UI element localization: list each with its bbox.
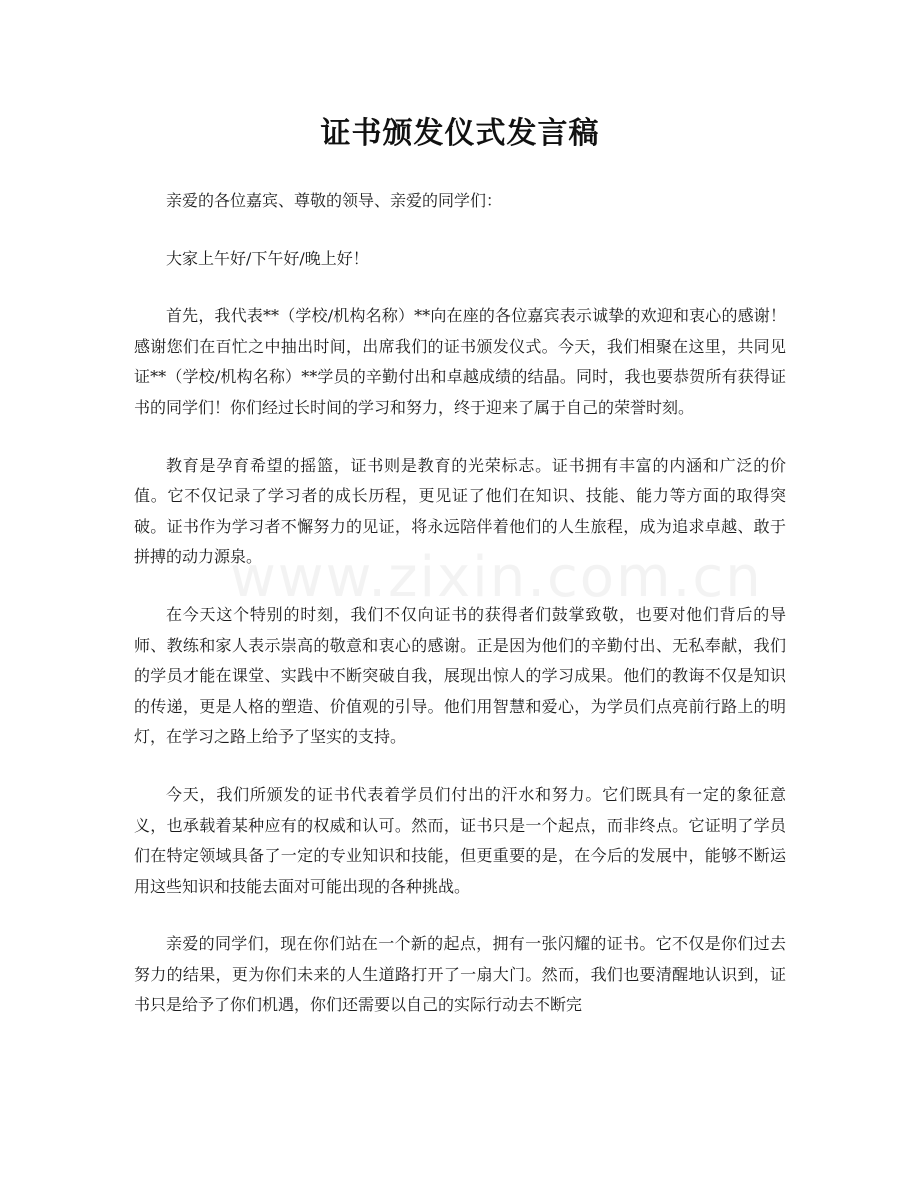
watermark: www.zixin.com.cn: [230, 545, 763, 610]
paragraph-education: 教育是孕育希望的摇篮，证书则是教育的光荣标志。证书拥有丰富的内涵和广泛的价值。它不仅记录了学习者的成长历程，更见证了他们在知识、技能、能力等方面的取得突破。证书作为学习者不懈努力的见证，将永远陪伴着他们的人生旅程，成为追求卓越、敢于拼搏的动力源泉。: [134, 455, 786, 567]
paragraph-salutation: 大家上午好/下午好/晚上好！: [166, 248, 369, 268]
paragraph-greeting: 亲爱的各位嘉宾、尊敬的领导、亲爱的同学们：: [166, 191, 503, 210]
document-title: 证书颁发仪式发言稿: [320, 116, 600, 151]
document-body: [134, 186, 786, 1048]
paragraph-gratitude: 在今天这个特别的时刻，我们不仅向证书的获得者们鼓掌致敬，也要对他们背后的导师、教练和家人表示崇高的敬意和衷心的感谢。正是因为他们的辛勤付出、无私奉献，我们的学员才能在课堂、实践中不断突破自我，展现出惊人的学习成果。他们的教诲不仅是知识的传递，更是人格的塑造、价值观的引导。他们用智慧和爱心，为学员们点亮前行路上的明灯，在学习之路上给予了坚实的支持。: [134, 604, 786, 747]
paragraph-welcome: 首先，我代表**（学校/机构名称）**向在座的各位嘉宾表示诚挚的欢迎和衷心的感谢！感谢您们在百忙之中抽出时间，出席我们的证书颁发仪式。今天，我们相聚在这里，共同见证**（学校/机构名称）**学员的辛勤付出和卓越成绩的结晶。同时，我也要恭贺所有获得证书的同学们！你们经过长时间的学习和努力，终于迎来了属于自己的荣誉时刻。: [134, 306, 786, 417]
paragraph-certificate-meaning: 今天，我们所颁发的证书代表着学员们付出的汗水和努力。它们既具有一定的象征意义，也承载着某种应有的权威和认可。然而，证书只是一个起点，而非终点。它证明了学员们在特定领域具备了一定的专业知识和技能，但更重要的是，在今后的发展中，能够不断运用这些知识和技能去面对可能出现的各种挑战。: [134, 784, 786, 896]
paragraph-new-start: 亲爱的同学们，现在你们站在一个新的起点，拥有一张闪耀的证书。它不仅是你们过去努力的结果，更为你们未来的人生道路打开了一扇大门。然而，我们也要清醒地认识到，证书只是给予了你们机遇，你们还需要以自己的实际行动去不断完: [134, 934, 786, 1015]
